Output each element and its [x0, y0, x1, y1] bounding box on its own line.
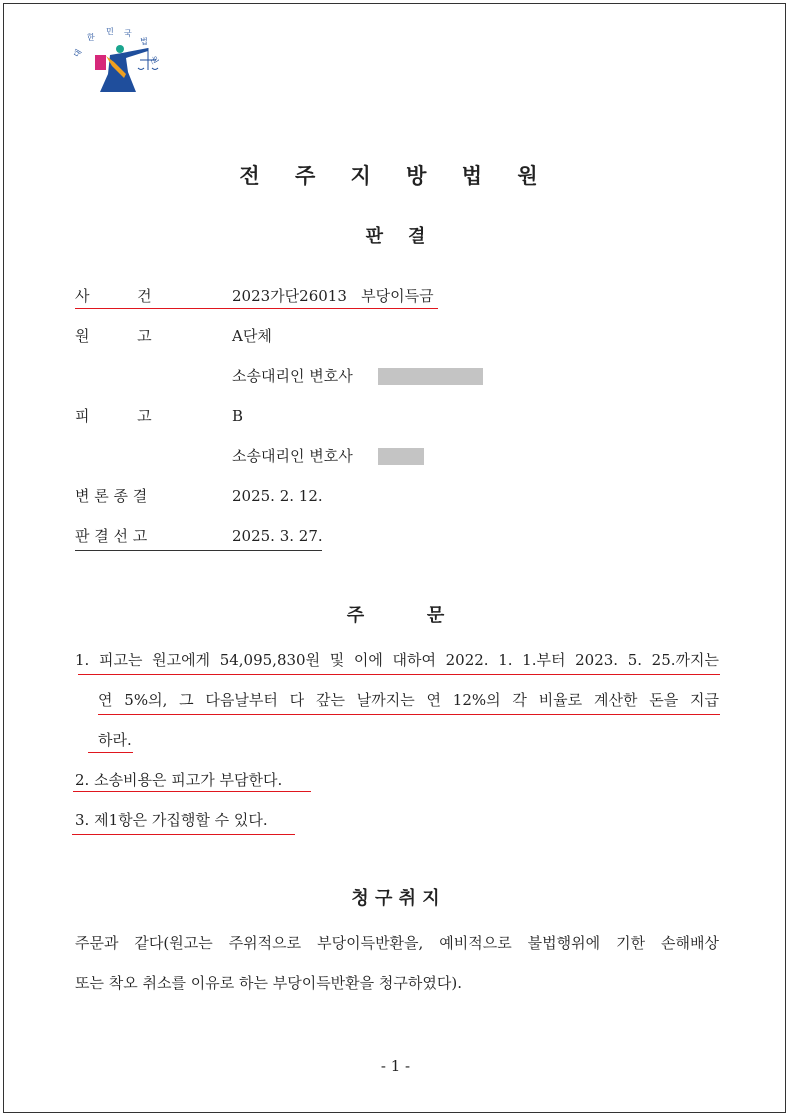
underline — [72, 834, 295, 835]
underline — [78, 674, 720, 675]
defendant-attorney-label: 소송대리인 변호사 — [232, 447, 353, 465]
svg-text:민: 민 — [106, 27, 114, 36]
document-type: 판 결 — [365, 226, 426, 247]
plaintiff-label: 원 고 — [75, 327, 152, 345]
court-name: 전 주 지 방 법 원 — [239, 164, 552, 188]
svg-text:한: 한 — [87, 33, 95, 42]
judgment-date-label: 판 결 선 고 — [75, 527, 148, 545]
order-item-1-line-3: 하라. — [98, 731, 132, 749]
claim-heading: 청 구 취 지 — [351, 888, 440, 909]
defendant-name: B — [232, 407, 244, 425]
order-item-2: 2. 소송비용은 피고가 부담한다. — [75, 771, 283, 789]
defendant-label: 피 고 — [75, 407, 152, 425]
court-justice-logo-icon — [70, 22, 170, 102]
svg-text:법: 법 — [140, 37, 148, 46]
hearing-end-date: 2025. 2. 12. — [232, 487, 323, 505]
plaintiff-name: A단체 — [232, 327, 272, 345]
case-number: 2023가단26013 부당이득금 — [232, 287, 434, 305]
underline — [73, 791, 311, 792]
order-heading: 주 문 — [346, 605, 445, 626]
redacted-name — [378, 448, 424, 465]
court-logo — [70, 22, 170, 102]
judgment-date-underline — [75, 550, 322, 551]
svg-text:대: 대 — [71, 47, 84, 59]
underline — [98, 714, 720, 715]
svg-text:국: 국 — [124, 29, 132, 38]
underline — [88, 752, 133, 753]
redacted-name — [378, 368, 483, 385]
judgment-date: 2025. 3. 27. — [232, 527, 323, 545]
plaintiff-attorney-label: 소송대리인 변호사 — [232, 367, 353, 385]
claim-line-2: 또는 착오 취소를 이유로 하는 부당이득반환을 청구하였다). — [75, 974, 462, 992]
svg-text:원: 원 — [148, 54, 160, 66]
case-label: 사 건 — [75, 287, 152, 305]
claim-line-1: 주문과 같다(원고는 주위적으로 부당이득반환을, 예비적으로 불법행위에 기한 손해배상 — [75, 934, 719, 952]
case-underline — [75, 308, 438, 309]
order-item-1-line-2: 연 5%의, 그 다음날부터 다 갚는 날까지는 연 12%의 각 비율로 계산한 돈을 지급 — [98, 691, 719, 709]
hearing-end-label: 변 론 종 결 — [75, 487, 148, 505]
page-number: - 1 - — [380, 1057, 411, 1075]
order-item-1-line-1: 1. 피고는 원고에게 54,095,830원 및 이에 대하여 2022. 1. 1.부터 2023. 5. 25.까지는 — [75, 651, 719, 669]
order-item-3: 3. 제1항은 가집행할 수 있다. — [75, 811, 268, 829]
